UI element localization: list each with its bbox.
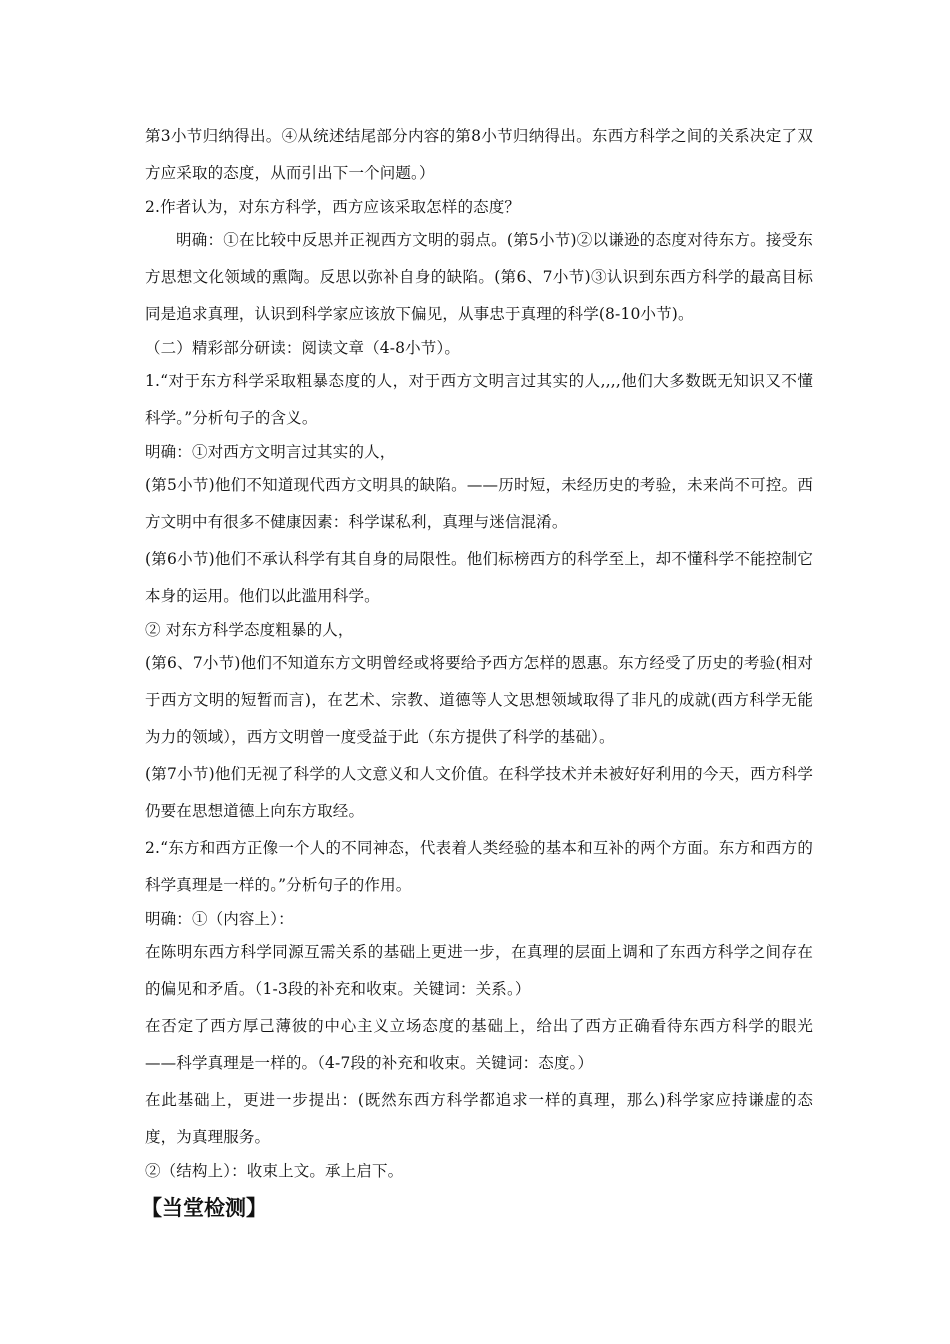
answer-2-structure: ②（结构上）：收束上文。承上启下。 — [145, 1162, 404, 1180]
answer-2-content: 明确：①（内容上）： — [145, 910, 294, 928]
answer-1-section-7: (第7小节)他们无视了科学的人文意义和人文价值。在科学技术并未被好好利用的今天，西方科学仍要在思想道德上向东方取经。 — [145, 765, 813, 820]
document-page — [141, 118, 813, 1226]
answer-2-relation: 在陈明东西方科学同源互需关系的基础上更进一步，在真理的层面上调和了东西方科学之间存在的偏见和矛盾。（1-3段的补充和收束。关键词：关系。） — [145, 943, 813, 998]
question-2-quote: 2.“东方和西方正像一个人的不同神态，代表着人类经验的基本和互补的两个方面。东方和西方的科学真理是一样的。”分析句子的作用。 — [145, 839, 813, 894]
section-subheading: （二）精彩部分研读：阅读文章（4-8小节）。 — [145, 339, 461, 357]
question-1: 1.“对于东方科学采取粗暴态度的人，对于西方文明言过其实的人,,,,他们大多数既无知识又不懂科学。”分析句子的含义。 — [145, 372, 813, 427]
answer-1-section-6: (第6小节)他们不承认科学有其自身的局限性。他们标榜西方的科学至上，却不懂科学不能控制它本身的运用。他们以此滥用科学。 — [145, 550, 813, 605]
answer-1-section-6-7: (第6、7小节)他们不知道东方文明曾经或将要给予西方怎样的恩惠。东方经受了历史的考验(相对于西方文明的短暂而言)，在艺术、宗教、道德等人文思想领域取得了非凡的成就(西方科学无能为力的领域），西方文明曾一度受益于此（东方提供了科学的基础）。 — [145, 654, 813, 746]
answer-1-part-2: ② 对东方科学态度粗暴的人， — [145, 621, 354, 639]
paragraph-continuation: 第3小节归纳得出。④从统述结尾部分内容的第8小节归纳得出。东西方科学之间的关系决定了双方应采取的态度，从而引出下一个问题。） — [145, 127, 813, 182]
section-heading: 【当堂检测】 — [141, 1196, 267, 1220]
answer-2: 明确：①在比较中反思并正视西方文明的弱点。(第5小节)②以谦逊的态度对待东方。接受东方思想文化领域的熏陶。反思以弥补自身的缺陷。(第6、7小节)③认识到东西方科学的最高目标同是追求真理，认识到科学家应该放下偏见，从事忠于真理的科学(8-10小节)。 — [145, 231, 813, 323]
answer-1-intro: 明确：①对西方文明言过其实的人， — [145, 443, 396, 461]
answer-2-further: 在此基础上，更进一步提出：(既然东西方科学都追求一样的真理，那么)科学家应持谦虚的态度，为真理服务。 — [145, 1091, 813, 1146]
answer-2-attitude: 在否定了西方厚己薄彼的中心主义立场态度的基础上，给出了西方正确看待东西方科学的眼光——科学真理是一样的。（4-7段的补充和收束。关键词：态度。） — [145, 1017, 813, 1072]
answer-1-section-5: (第5小节)他们不知道现代西方文明具的缺陷。——历时短，未经历史的考验，未来尚不可控。西方文明中有很多不健康因素：科学谋私利，真理与迷信混淆。 — [145, 476, 813, 531]
question-2: 2.作者认为，对东方科学，西方应该采取怎样的态度？ — [145, 198, 521, 216]
